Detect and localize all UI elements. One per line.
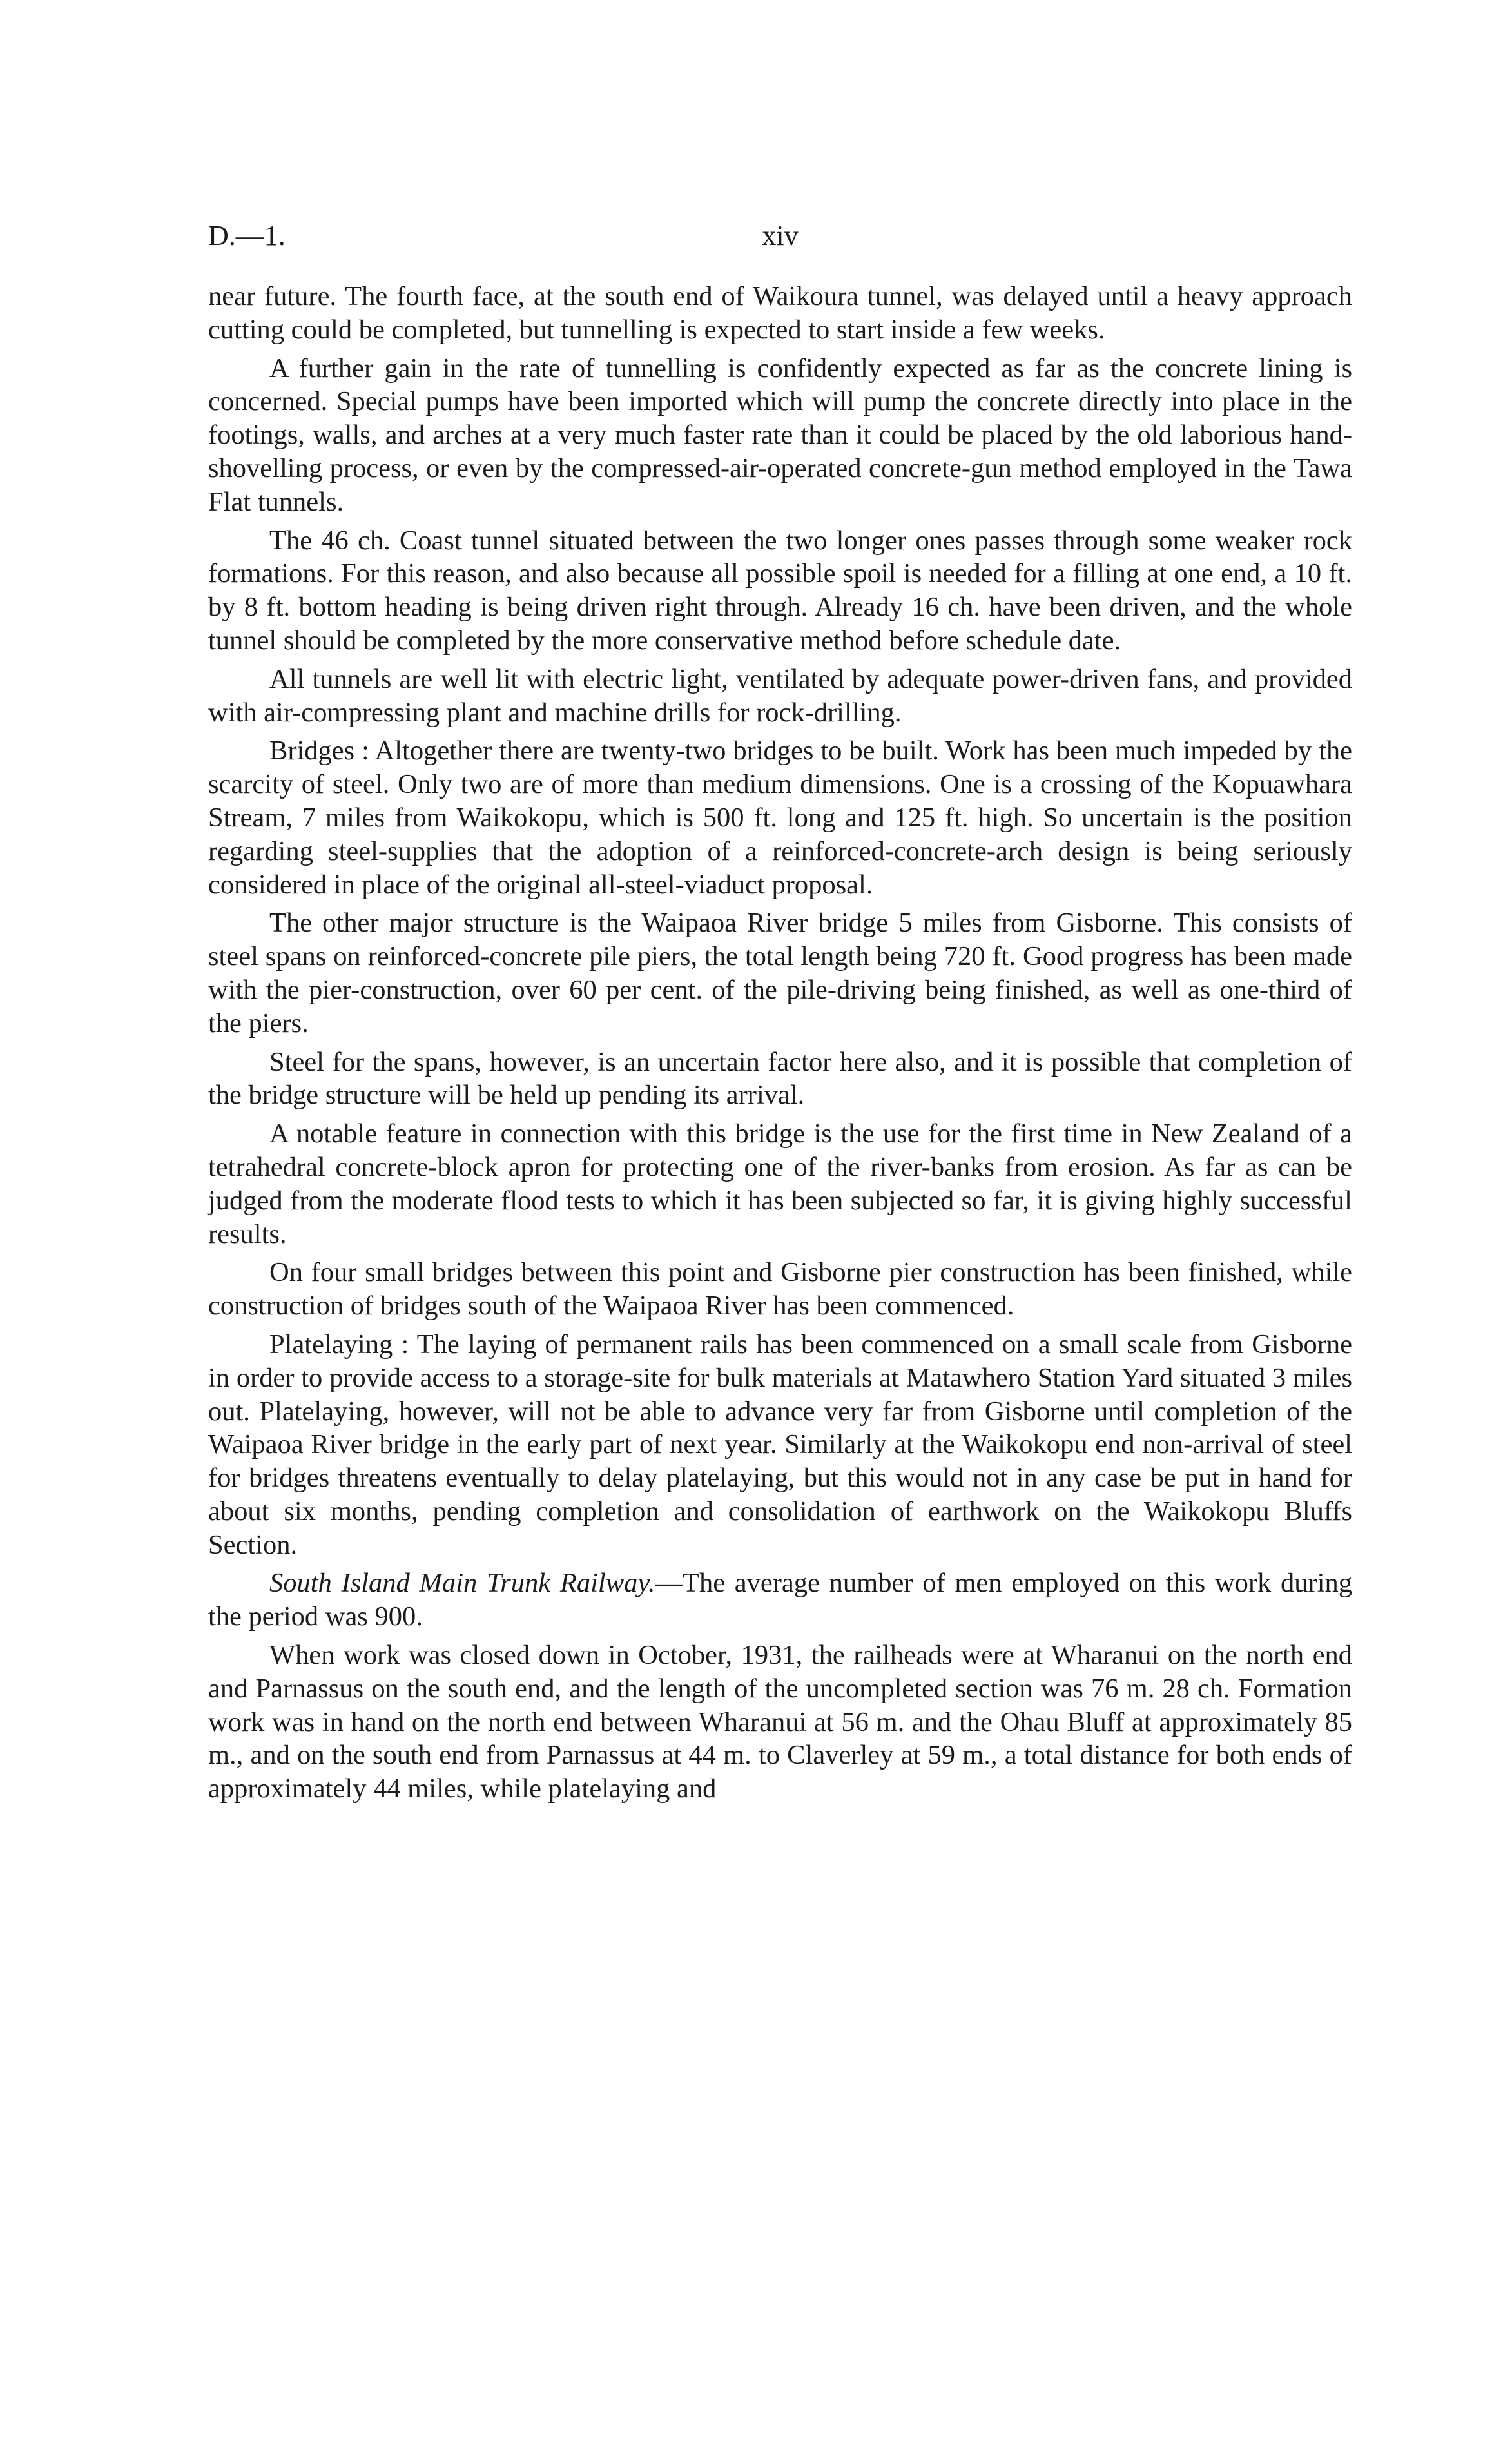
page-number: xiv [762,220,799,251]
document-reference: D.—1. [208,220,286,251]
paragraph [208,1566,1352,1634]
paragraph: When work was closed down in October, 1931, the railheads were at Wharanui on the north end and Parnassus on the south end, and the length of the uncompleted section was 76 m. 28 ch. Formation work was in hand on the north end between Wharanui at 56 m. and the Ohau Bluff at approximately 85 m., and on the south end from Parnassus at 44 m. to Claverley at 59 m., a total distance for both ends of approximately 44 miles, while platelaying and [208,1640,1352,1804]
paragraph: Bridges : Altogether there are twenty-two bridges to be built. Work has been much impeded by the scarcity of steel. Only two are of more than medium dimensions. One is a crossing of the Kopuawhara Stream, 7 miles from Waikokopu, which is 500 ft. long and 125 ft. high. So uncertain is the position regarding steel-supplies that the adoption of a reinforced-concrete-arch design is being seriously considered in place of the original all-steel-viaduct proposal. [208,736,1352,900]
paragraph: The other major structure is the Waipaoa River bridge 5 miles from Gisborne. This consists of steel spans on reinforced-concrete pile piers, the total length being 720 ft. Good progress has been made with the pier-construction, over 60 per cent. of the pile-driving being finished, as well as one-third of the piers. [208,908,1352,1039]
paragraph: Platelaying : The laying of permanent rails has been commenced on a small scale from Gisborne in order to provide access to a storage-site for bulk materials at Matawhero Station Yard situated 3 miles out. Platelaying, however, will not be able to advance very far from Gisborne until completion of the Waipaoa River bridge in the early part of next year. Similarly at the Waikokopu end non-arrival of steel for bridges threatens eventually to delay platelaying, but this would not in any case be put in hand for about six months, pending completion and consolidation of earthwork on the Waikokopu Bluffs Section. [208,1329,1352,1560]
paragraph: A notable feature in connection with this bridge is the use for the first time in New Zealand of a tetrahedral concrete-block apron for protecting one of the river-banks from erosion. As far as can be judged from the moderate flood tests to which it has been subjected so far, it is giving highly successful results. [208,1118,1352,1249]
paragraph: The 46 ch. Coast tunnel situated between the two longer ones passes through some weaker rock formations. For this reason, and also because all possible spoil is needed for a filling at one end, a 10 ft. by 8 ft. bottom heading is being driven right through. Already 16 ch. have been driven, and the whole tunnel should be completed by the more conservative method before schedule date. [208,525,1352,656]
paragraph: Steel for the spans, however, is an uncertain factor here also, and it is possible that completion of the bridge structure will be held up pending its arrival. [208,1046,1352,1111]
paragraph: On four small bridges between this point and Gisborne pier construction has been finished, while construction of bridges south of the Waipaoa River has been commenced. [208,1257,1352,1322]
body-text [208,280,1352,1806]
paragraph: All tunnels are well lit with electric light, ventilated by adequate power-driven fans, and provided with air-compressing plant and machine drills for rock-drilling. [208,663,1352,728]
paragraph: A further gain in the rate of tunnelling is confidently expected as far as the concrete lining is concerned. Special pumps have been imported which will pump the concrete directly into place in the footings, walls, and arches at a very much faster rate than it could be placed by the old laborious hand-shovelling process, or even by the compressed-air-operated concrete-gun method employed in the Tawa Flat tunnels. [208,353,1352,517]
section-heading: South Island Main Trunk Railway. [269,1568,655,1599]
paragraph: near future. The fourth face, at the south end of Waikoura tunnel, was delayed until a heavy approach cutting could be completed, but tunnelling is expected to start inside a few weeks. [208,281,1352,345]
paragraph-text: —The average number of men employed on this work during the period was 900. [208,1568,1352,1632]
page-header [208,219,1352,258]
